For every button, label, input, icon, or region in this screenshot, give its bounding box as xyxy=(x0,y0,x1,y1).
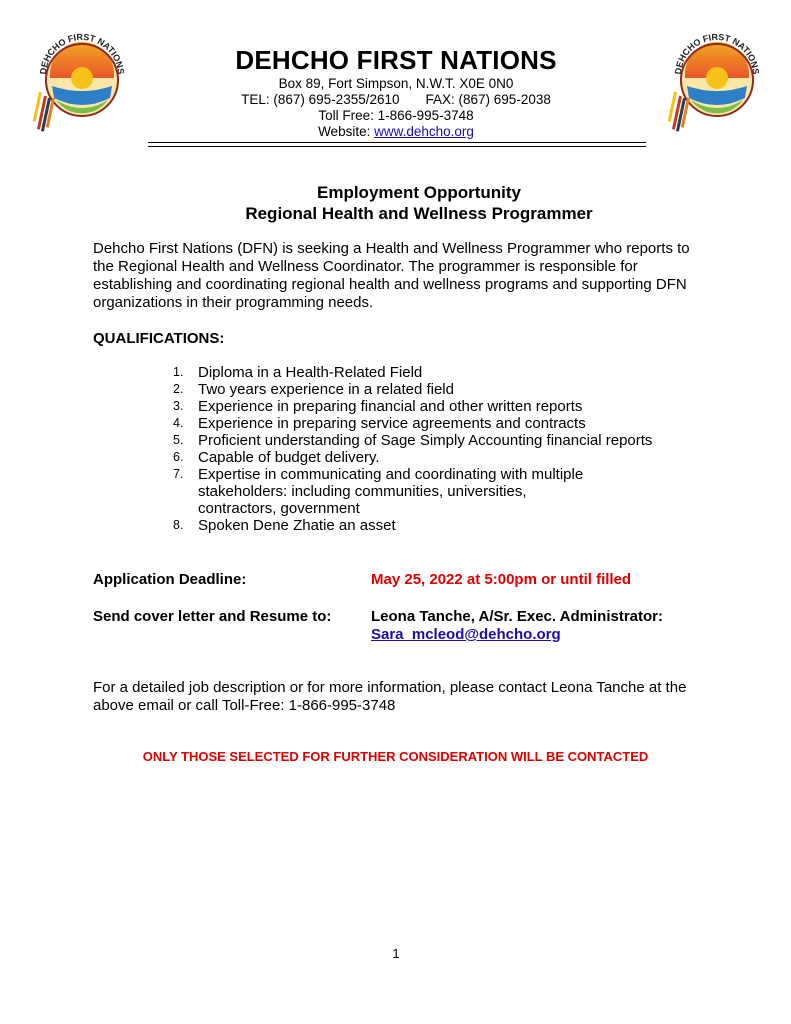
list-number: 1. xyxy=(173,365,184,379)
address-line: Box 89, Fort Simpson, N.W.T. X0E 0N0 xyxy=(278,76,514,91)
header-divider-top xyxy=(148,142,646,143)
qualifications-list xyxy=(173,364,693,534)
list-text: Spoken Dene Zhatie an asset xyxy=(198,517,396,534)
header-divider-bottom xyxy=(148,146,646,147)
list-number: 7. xyxy=(173,467,184,481)
letterhead xyxy=(140,44,652,140)
list-number: 8. xyxy=(173,518,184,532)
dehcho-logo-left xyxy=(30,26,134,134)
send-to-name: Leona Tanche, A/Sr. Exec. Administrator: xyxy=(371,608,664,625)
list-text: Two years experience in a related field xyxy=(198,381,454,398)
list-number: 5. xyxy=(173,433,184,447)
list-item xyxy=(173,517,693,534)
job-heading xyxy=(93,182,745,224)
list-item xyxy=(173,381,693,398)
list-text: Experience in preparing financial and other written reports xyxy=(198,398,583,415)
list-item xyxy=(173,398,693,415)
heading-line-1: Employment Opportunity xyxy=(317,183,521,202)
org-title: DEHCHO FIRST NATIONS xyxy=(235,45,557,75)
contact-paragraph: For a detailed job description or for more information, please contact Leona Tanche at the above email or call Toll-Free: 1-866-995-3748 xyxy=(93,679,687,714)
list-item xyxy=(173,415,693,432)
qualifications-heading: QUALIFICATIONS: xyxy=(93,330,225,347)
deadline-value: May 25, 2022 at 5:00pm or until filled xyxy=(371,571,632,588)
heading-line-2: Regional Health and Wellness Programmer xyxy=(245,204,593,223)
list-number: 6. xyxy=(173,450,184,464)
list-text: Experience in preparing service agreements and contracts xyxy=(198,415,586,432)
toll-free-line: Toll Free: 1-866-995-3748 xyxy=(318,108,474,123)
contact-email-link[interactable]: Sara_mcleod@dehcho.org xyxy=(371,626,561,643)
logo-arc-text: DEHCHO FIRST NATIONS xyxy=(672,31,762,75)
list-text: Capable of budget delivery. xyxy=(198,449,380,466)
logo-arc-text: DEHCHO FIRST NATIONS xyxy=(37,31,127,75)
list-text: Diploma in a Health-Related Field xyxy=(198,364,423,381)
list-number: 3. xyxy=(173,399,184,413)
list-item xyxy=(173,432,693,449)
dehcho-logo-right xyxy=(665,26,769,134)
website-link[interactable]: www.dehcho.org xyxy=(374,124,474,139)
list-text: Expertise in communicating and coordinating with multiple stakeholders: including communities, universities, contractors, government xyxy=(198,466,584,517)
list-item xyxy=(173,364,693,381)
page-number: 1 xyxy=(392,946,400,961)
website-label: Website: xyxy=(318,124,371,139)
fax-text: FAX: (867) 695-2038 xyxy=(425,92,551,107)
deadline-label: Application Deadline: xyxy=(93,571,247,588)
list-number: 4. xyxy=(173,416,184,430)
list-text: Proficient understanding of Sage Simply Accounting financial reports xyxy=(198,432,653,449)
send-to-label: Send cover letter and Resume to: xyxy=(93,608,332,625)
selection-notice: ONLY THOSE SELECTED FOR FURTHER CONSIDERATION WILL BE CONTACTED xyxy=(142,749,649,764)
phone-fax-line xyxy=(140,92,652,108)
tel-text: TEL: (867) 695-2355/2610 xyxy=(241,92,400,107)
website-line xyxy=(140,124,652,140)
list-item xyxy=(173,466,693,517)
list-number: 2. xyxy=(173,382,184,396)
intro-paragraph: Dehcho First Nations (DFN) is seeking a Health and Wellness Programmer who reports to the Regional Health and Wellness Coordinator. The programmer is responsible for establishing and coordinating regional health and wellness programs and supporting DFN organizations in their programming needs. xyxy=(93,240,690,311)
list-item xyxy=(173,449,693,466)
